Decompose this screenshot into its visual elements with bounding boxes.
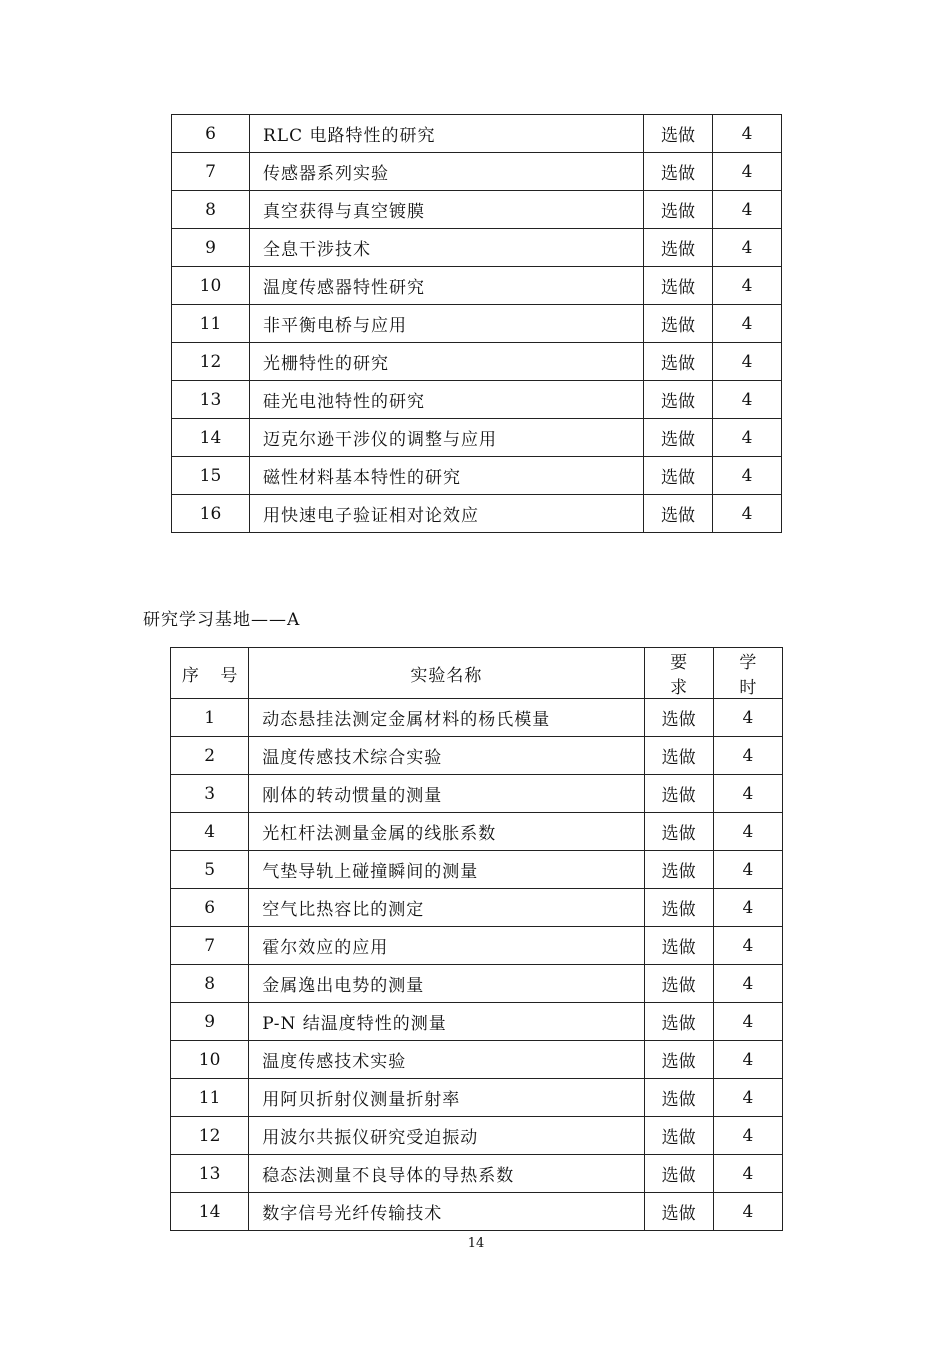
hours: 4 bbox=[713, 1079, 782, 1117]
row-number: 4 bbox=[171, 813, 249, 851]
row-number: 9 bbox=[172, 229, 250, 267]
row-number: 6 bbox=[172, 115, 250, 153]
row-number: 14 bbox=[171, 1193, 249, 1231]
experiment-name: 用快速电子验证相对论效应 bbox=[250, 495, 644, 533]
table-row bbox=[171, 1117, 783, 1155]
table-row bbox=[172, 343, 782, 381]
hours: 4 bbox=[713, 1193, 782, 1231]
experiment-name: 用阿贝折射仪测量折射率 bbox=[249, 1079, 644, 1117]
section-title: 研究学习基地——A bbox=[143, 610, 301, 630]
table-row bbox=[171, 851, 783, 889]
requirement: 选做 bbox=[644, 1041, 713, 1079]
experiment-name: 传感器系列实验 bbox=[250, 153, 644, 191]
table-row bbox=[172, 191, 782, 229]
table-row bbox=[171, 927, 783, 965]
row-number: 16 bbox=[172, 495, 250, 533]
table-row bbox=[171, 889, 783, 927]
table-row bbox=[172, 381, 782, 419]
table-row bbox=[171, 1193, 783, 1231]
experiment-name: 稳态法测量不良导体的导热系数 bbox=[249, 1155, 644, 1193]
hours: 4 bbox=[713, 343, 782, 381]
hours: 4 bbox=[713, 1041, 782, 1079]
row-number: 14 bbox=[172, 419, 250, 457]
requirement: 选做 bbox=[644, 965, 713, 1003]
experiment-name: 用波尔共振仪研究受迫振动 bbox=[249, 1117, 644, 1155]
table-row bbox=[172, 419, 782, 457]
requirement: 选做 bbox=[644, 1079, 713, 1117]
requirement: 选做 bbox=[644, 1155, 713, 1193]
row-number: 7 bbox=[171, 927, 249, 965]
requirement: 选做 bbox=[644, 699, 713, 737]
table-row bbox=[171, 965, 783, 1003]
experiment-name: 光杠杆法测量金属的线胀系数 bbox=[249, 813, 644, 851]
table-row bbox=[171, 775, 783, 813]
row-number: 7 bbox=[172, 153, 250, 191]
row-number: 8 bbox=[172, 191, 250, 229]
hours: 4 bbox=[713, 153, 782, 191]
row-number: 12 bbox=[172, 343, 250, 381]
row-number: 1 bbox=[171, 699, 249, 737]
row-number: 15 bbox=[172, 457, 250, 495]
hours: 4 bbox=[713, 419, 782, 457]
row-number: 6 bbox=[171, 889, 249, 927]
table-row bbox=[171, 1041, 783, 1079]
experiment-name: 数字信号光纤传输技术 bbox=[249, 1193, 644, 1231]
table-row bbox=[171, 1155, 783, 1193]
experiment-name: 光栅特性的研究 bbox=[250, 343, 644, 381]
requirement: 选做 bbox=[644, 775, 713, 813]
requirement: 选做 bbox=[644, 851, 713, 889]
requirement: 选做 bbox=[644, 343, 713, 381]
hours: 4 bbox=[713, 457, 782, 495]
hours: 4 bbox=[713, 851, 782, 889]
row-number: 2 bbox=[171, 737, 249, 775]
requirement: 选做 bbox=[644, 267, 713, 305]
hours: 4 bbox=[713, 965, 782, 1003]
page-number: 14 bbox=[467, 1236, 485, 1251]
experiment-table-a bbox=[170, 647, 783, 1231]
table-row bbox=[172, 457, 782, 495]
requirement: 选做 bbox=[644, 737, 713, 775]
header-hours: 学 时 bbox=[713, 648, 782, 699]
header-requirement: 要 求 bbox=[644, 648, 713, 699]
requirement: 选做 bbox=[644, 1117, 713, 1155]
experiment-table-continued bbox=[171, 114, 782, 533]
experiment-name: RLC 电路特性的研究 bbox=[250, 115, 644, 153]
table-row bbox=[171, 737, 783, 775]
table-row bbox=[172, 495, 782, 533]
experiment-name: 霍尔效应的应用 bbox=[249, 927, 644, 965]
hours: 4 bbox=[713, 737, 782, 775]
experiment-name: 全息干涉技术 bbox=[250, 229, 644, 267]
hours: 4 bbox=[713, 1155, 782, 1193]
table2-body bbox=[171, 699, 783, 1231]
experiment-name: 动态悬挂法测定金属材料的杨氏模量 bbox=[249, 699, 644, 737]
row-number: 9 bbox=[171, 1003, 249, 1041]
hours: 4 bbox=[713, 699, 782, 737]
header-no: 序 号 bbox=[171, 648, 249, 699]
table-row bbox=[172, 153, 782, 191]
requirement: 选做 bbox=[644, 1003, 713, 1041]
table-row bbox=[171, 1079, 783, 1117]
row-number: 8 bbox=[171, 965, 249, 1003]
requirement: 选做 bbox=[644, 457, 713, 495]
hours: 4 bbox=[713, 381, 782, 419]
experiment-name: P-N 结温度特性的测量 bbox=[249, 1003, 644, 1041]
table-header-row bbox=[171, 648, 783, 699]
table-row bbox=[171, 813, 783, 851]
table-row bbox=[172, 267, 782, 305]
requirement: 选做 bbox=[644, 115, 713, 153]
row-number: 5 bbox=[171, 851, 249, 889]
experiment-name: 气垫导轨上碰撞瞬间的测量 bbox=[249, 851, 644, 889]
header-name: 实验名称 bbox=[249, 648, 644, 699]
row-number: 13 bbox=[172, 381, 250, 419]
hours: 4 bbox=[713, 191, 782, 229]
row-number: 11 bbox=[172, 305, 250, 343]
table-row bbox=[172, 229, 782, 267]
table-row bbox=[172, 305, 782, 343]
experiment-name: 温度传感技术实验 bbox=[249, 1041, 644, 1079]
row-number: 10 bbox=[172, 267, 250, 305]
requirement: 选做 bbox=[644, 229, 713, 267]
row-number: 11 bbox=[171, 1079, 249, 1117]
table1-body bbox=[172, 115, 782, 533]
experiment-name: 温度传感技术综合实验 bbox=[249, 737, 644, 775]
hours: 4 bbox=[713, 115, 782, 153]
hours: 4 bbox=[713, 775, 782, 813]
requirement: 选做 bbox=[644, 889, 713, 927]
experiment-name: 硅光电池特性的研究 bbox=[250, 381, 644, 419]
experiment-name: 空气比热容比的测定 bbox=[249, 889, 644, 927]
requirement: 选做 bbox=[644, 813, 713, 851]
experiment-name: 刚体的转动惯量的测量 bbox=[249, 775, 644, 813]
experiment-name: 迈克尔逊干涉仪的调整与应用 bbox=[250, 419, 644, 457]
hours: 4 bbox=[713, 813, 782, 851]
table-row bbox=[172, 115, 782, 153]
requirement: 选做 bbox=[644, 153, 713, 191]
hours: 4 bbox=[713, 889, 782, 927]
requirement: 选做 bbox=[644, 191, 713, 229]
row-number: 3 bbox=[171, 775, 249, 813]
experiment-name: 非平衡电桥与应用 bbox=[250, 305, 644, 343]
requirement: 选做 bbox=[644, 419, 713, 457]
requirement: 选做 bbox=[644, 381, 713, 419]
requirement: 选做 bbox=[644, 927, 713, 965]
experiment-name: 磁性材料基本特性的研究 bbox=[250, 457, 644, 495]
experiment-name: 金属逸出电势的测量 bbox=[249, 965, 644, 1003]
experiment-name: 真空获得与真空镀膜 bbox=[250, 191, 644, 229]
hours: 4 bbox=[713, 229, 782, 267]
table-row bbox=[171, 1003, 783, 1041]
table-row bbox=[171, 699, 783, 737]
requirement: 选做 bbox=[644, 1193, 713, 1231]
hours: 4 bbox=[713, 495, 782, 533]
hours: 4 bbox=[713, 927, 782, 965]
row-number: 13 bbox=[171, 1155, 249, 1193]
hours: 4 bbox=[713, 1117, 782, 1155]
row-number: 12 bbox=[171, 1117, 249, 1155]
row-number: 10 bbox=[171, 1041, 249, 1079]
hours: 4 bbox=[713, 1003, 782, 1041]
hours: 4 bbox=[713, 305, 782, 343]
hours: 4 bbox=[713, 267, 782, 305]
requirement: 选做 bbox=[644, 305, 713, 343]
requirement: 选做 bbox=[644, 495, 713, 533]
experiment-name: 温度传感器特性研究 bbox=[250, 267, 644, 305]
